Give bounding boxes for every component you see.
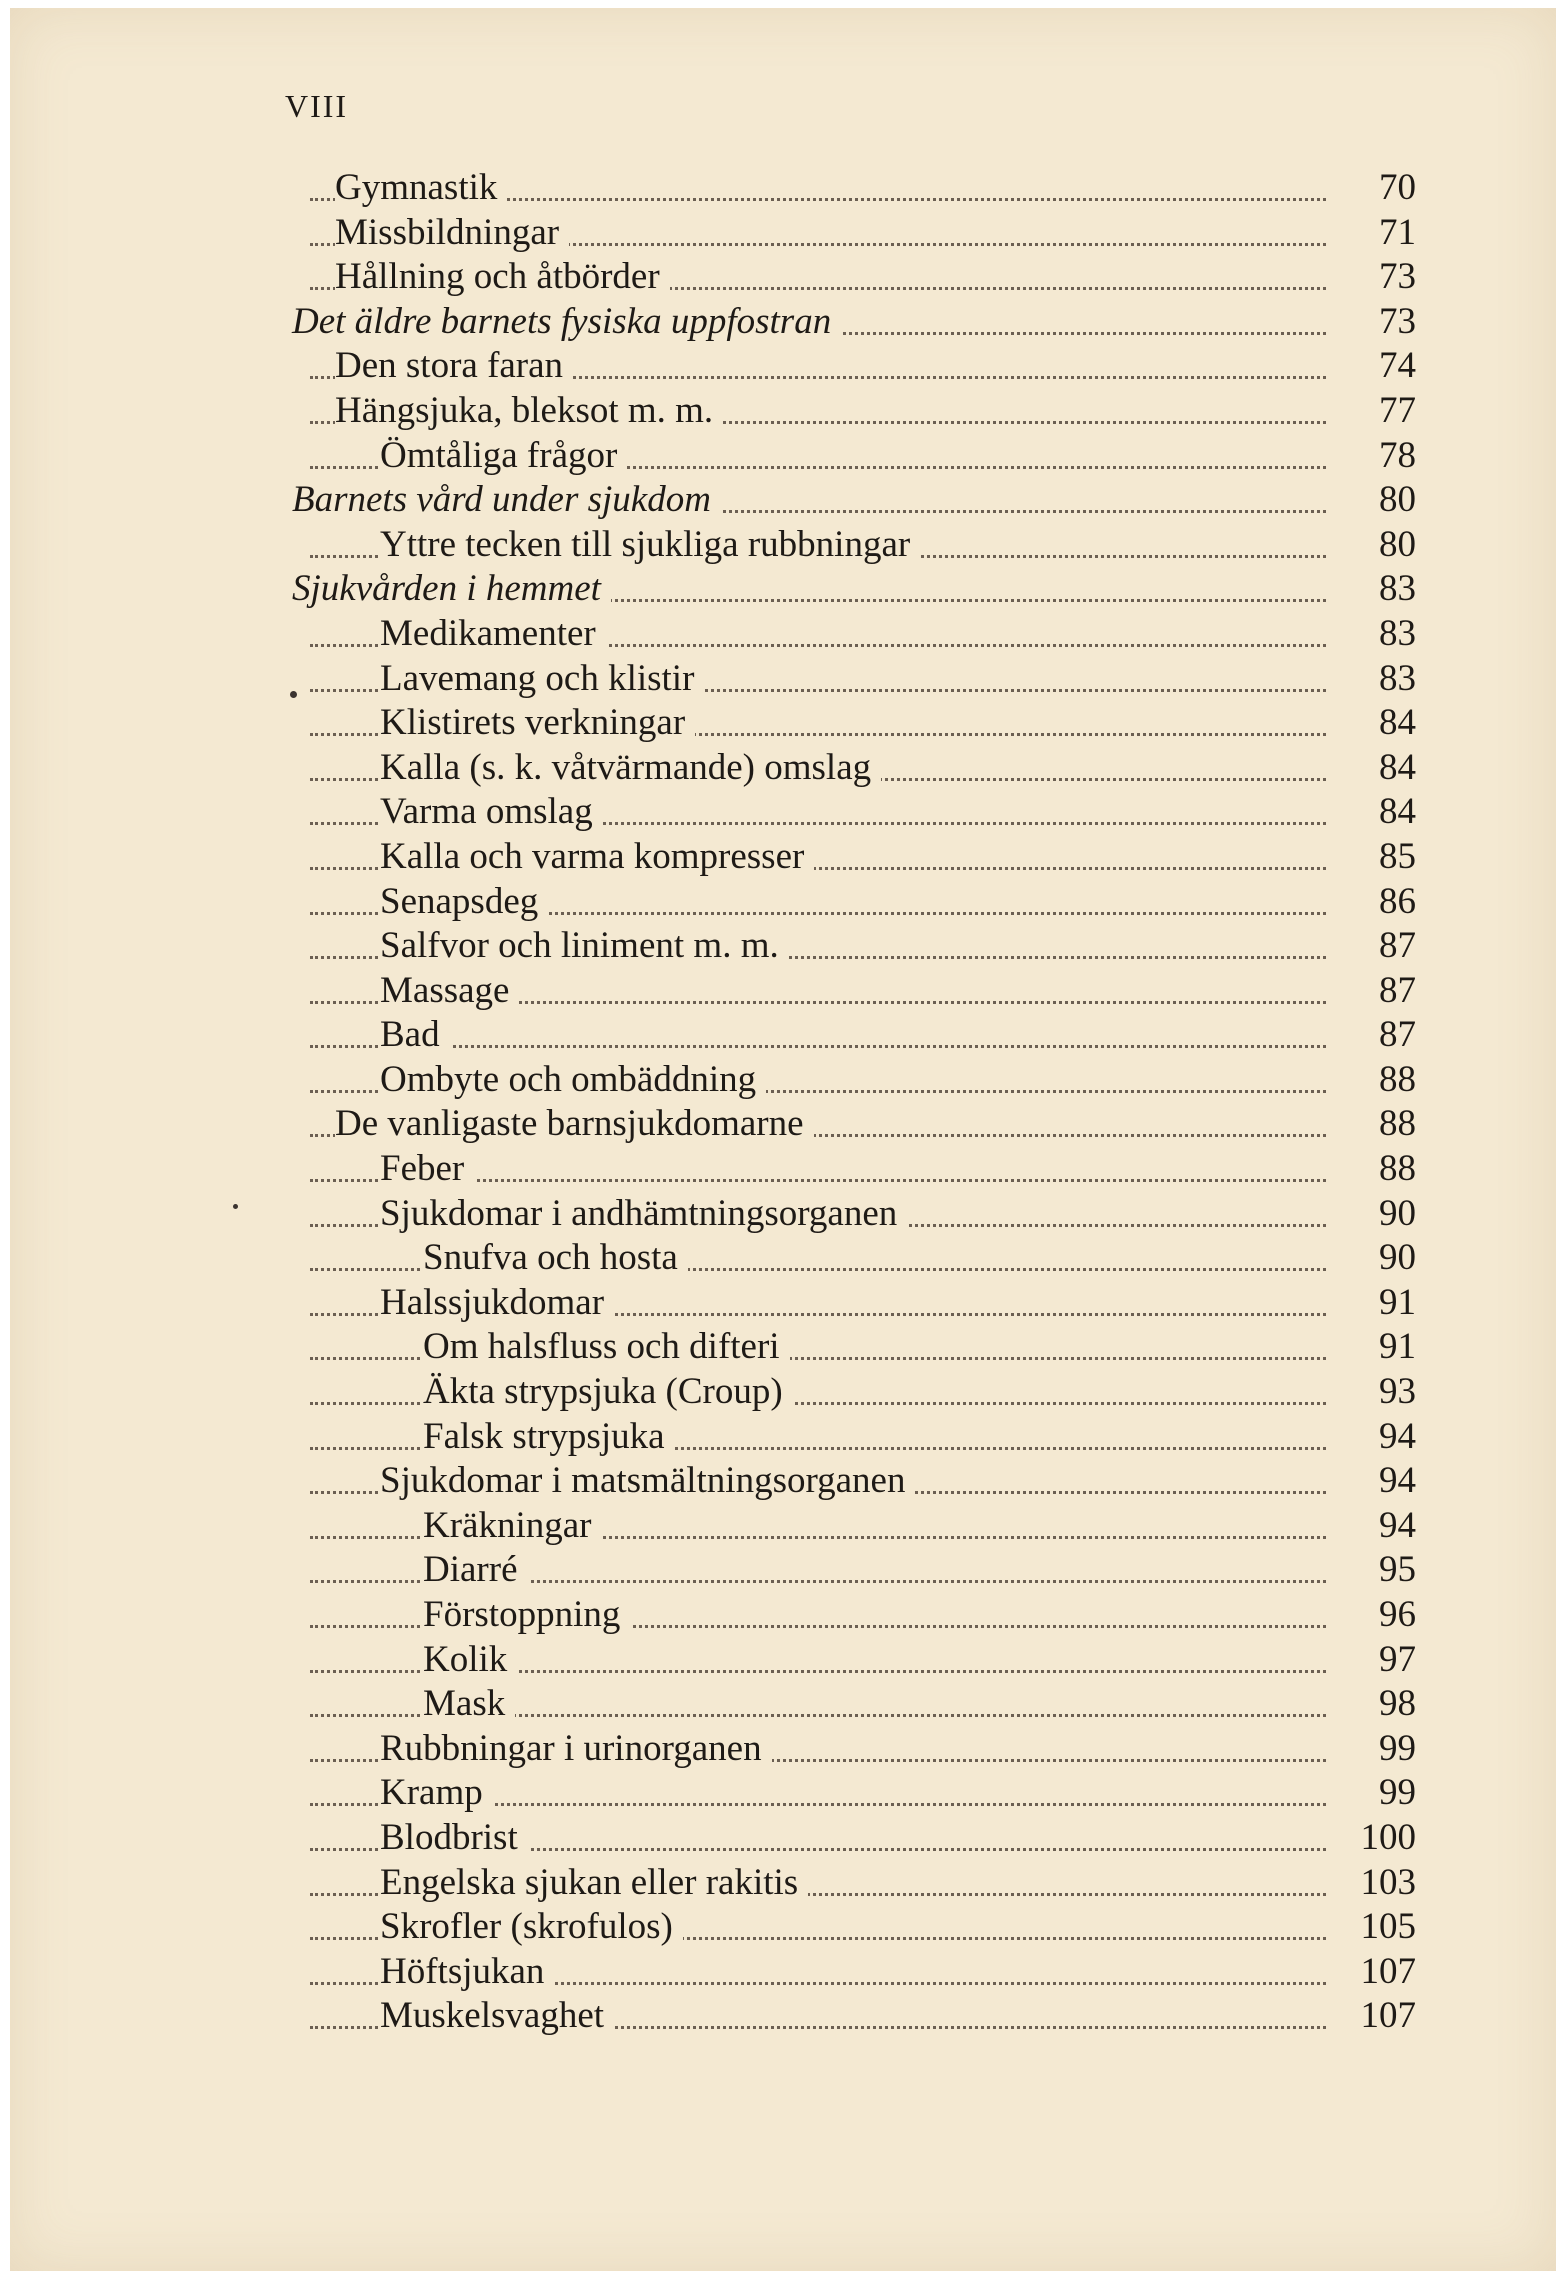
toc-entry-page: 91 — [1326, 1325, 1416, 1368]
toc-entry-title: Rubbningar i urinorganen — [380, 1727, 772, 1770]
toc-entry-page: 88 — [1326, 1102, 1416, 1145]
toc-entry-page: 88 — [1326, 1147, 1416, 1190]
toc-entry-page: 96 — [1326, 1593, 1416, 1636]
toc-entry-page: 73 — [1326, 300, 1416, 343]
toc-entry-page: 83 — [1326, 567, 1416, 610]
toc-entry-title: Kolik — [423, 1638, 517, 1681]
toc-entry-page: 70 — [1326, 166, 1416, 209]
toc-entry — [10, 1013, 1556, 1058]
toc-entry — [10, 1994, 1556, 2039]
toc-entry-page: 98 — [1326, 1682, 1416, 1725]
toc-entry-page: 73 — [1326, 255, 1416, 298]
toc-entry-page: 94 — [1326, 1415, 1416, 1458]
toc-entry-title: Kalla och varma kompresser — [380, 835, 814, 878]
toc-entry-page: 84 — [1326, 701, 1416, 744]
toc-entry-page: 77 — [1326, 389, 1416, 432]
toc-entry-page: 93 — [1326, 1370, 1416, 1413]
toc-entry-title: Kräkningar — [423, 1504, 602, 1547]
toc-entry-title: Varma omslag — [380, 790, 603, 833]
toc-entry-title: Ombyte och ombäddning — [380, 1058, 766, 1101]
toc-entry-title: Snufva och hosta — [423, 1236, 688, 1279]
toc-entry — [10, 1147, 1556, 1192]
toc-entry-page: 80 — [1326, 478, 1416, 521]
toc-entry-title: Salfvor och liniment m. m. — [380, 924, 789, 967]
toc-entry-title: Förstoppning — [423, 1593, 630, 1636]
toc-entry — [10, 1370, 1556, 1415]
toc-entry-title: Bad — [380, 1013, 450, 1056]
toc-entry-title: Mask — [423, 1682, 515, 1725]
toc-entry — [10, 567, 1556, 612]
toc-entry-title: Sjukdomar i matsmältningsorganen — [380, 1459, 915, 1502]
toc-entry-page: 91 — [1326, 1281, 1416, 1324]
toc-entry — [10, 523, 1556, 568]
toc-entry-page: 90 — [1326, 1192, 1416, 1235]
toc-entry-page: 87 — [1326, 1013, 1416, 1056]
toc-entry-title: Senapsdeg — [380, 880, 548, 923]
toc-entry-title: De vanligaste barnsjukdomarne — [335, 1102, 814, 1145]
toc-entry-title: Hängsjuka, bleksot m. m. — [335, 389, 723, 432]
toc-entry-title: Feber — [380, 1147, 474, 1190]
ink-speck — [290, 691, 297, 698]
toc-entry-page: 74 — [1326, 344, 1416, 387]
toc-entry — [10, 1548, 1556, 1593]
toc-entry-title: Diarré — [423, 1548, 528, 1591]
toc-entry-title: Muskelsvaghet — [380, 1994, 614, 2037]
toc-entry — [10, 1905, 1556, 1950]
toc-entry-page: 99 — [1326, 1727, 1416, 1770]
toc-entry-page: 107 — [1326, 1950, 1416, 1993]
toc-entry-page: 105 — [1326, 1905, 1416, 1948]
toc-entry — [10, 657, 1556, 702]
toc-entry-page: 100 — [1326, 1816, 1416, 1859]
toc-entry-page: 86 — [1326, 880, 1416, 923]
toc-entry — [10, 969, 1556, 1014]
toc-entry — [10, 300, 1556, 345]
toc-entry-title: Blodbrist — [380, 1816, 528, 1859]
toc-entry-title: Missbildningar — [335, 211, 569, 254]
toc-entry-title: Kalla (s. k. våtvärmande) omslag — [380, 746, 881, 789]
toc-entry-title: Hållning och åtbörder — [335, 255, 670, 298]
toc-entry — [10, 1459, 1556, 1504]
toc-entry-page: 78 — [1326, 434, 1416, 477]
toc-entry — [10, 790, 1556, 835]
toc-entry-title: Medikamenter — [380, 612, 606, 655]
toc-entry-title: Massage — [380, 969, 519, 1012]
toc-entry — [10, 166, 1556, 211]
toc-entry-page: 95 — [1326, 1548, 1416, 1591]
toc-entry-page: 80 — [1326, 523, 1416, 566]
toc-entry-title: Gymnastik — [335, 166, 507, 209]
book-page — [10, 8, 1556, 2271]
toc-entry-title: Engelska sjukan eller rakitis — [380, 1861, 808, 1904]
toc-entry — [10, 1638, 1556, 1683]
toc-entry — [10, 835, 1556, 880]
toc-entry-page: 94 — [1326, 1459, 1416, 1502]
toc-entry-page: 97 — [1326, 1638, 1416, 1681]
toc-entry-title: Halssjukdomar — [380, 1281, 614, 1324]
toc-entry — [10, 924, 1556, 969]
toc-entry — [10, 344, 1556, 389]
toc-entry — [10, 746, 1556, 791]
toc-entry-page: 71 — [1326, 211, 1416, 254]
toc-entry-page: 99 — [1326, 1771, 1416, 1814]
toc-entry — [10, 701, 1556, 746]
toc-entry-title: Äkta strypsjuka (Croup) — [423, 1370, 793, 1413]
toc-entry — [10, 1058, 1556, 1103]
toc-entry-page: 83 — [1326, 657, 1416, 700]
toc-entry-title: Lavemang och klistir — [380, 657, 704, 700]
toc-entry — [10, 1727, 1556, 1772]
toc-entry — [10, 1325, 1556, 1370]
toc-entry — [10, 1816, 1556, 1861]
toc-entry — [10, 434, 1556, 479]
toc-entry-title: Om halsfluss och difteri — [423, 1325, 790, 1368]
page-number: VIII — [285, 88, 349, 124]
toc-entry-title: Yttre tecken till sjukliga rubbningar — [380, 523, 920, 566]
toc-entry-title: Ömtåliga frågor — [380, 434, 627, 477]
toc-entry — [10, 612, 1556, 657]
dot-leader — [310, 1045, 1326, 1048]
toc-entry-title: Kramp — [380, 1771, 493, 1814]
toc-entry-title: Klistirets verkningar — [380, 701, 695, 744]
toc-entry — [10, 1593, 1556, 1638]
toc-entry — [10, 211, 1556, 256]
toc-entry-title: Sjukdomar i andhämtningsorganen — [380, 1192, 907, 1235]
toc-entry-page: 94 — [1326, 1504, 1416, 1547]
toc-entry — [10, 1236, 1556, 1281]
toc-entry — [10, 1682, 1556, 1727]
toc-entry-title: Den stora faran — [335, 344, 573, 387]
toc-entry-title: Barnets vård under sjukdom — [292, 478, 721, 521]
toc-entry — [10, 1771, 1556, 1816]
toc-entry-page: 107 — [1326, 1994, 1416, 2037]
toc-entry-title: Falsk strypsjuka — [423, 1415, 675, 1458]
toc-entry — [10, 1102, 1556, 1147]
toc-entry-page: 84 — [1326, 790, 1416, 833]
toc-entry-page: 90 — [1326, 1236, 1416, 1279]
toc-entry — [10, 1281, 1556, 1326]
toc-entry-page: 84 — [1326, 746, 1416, 789]
toc-entry — [10, 1950, 1556, 1995]
toc-entry-page: 83 — [1326, 612, 1416, 655]
toc-entry — [10, 1861, 1556, 1906]
toc-entry — [10, 880, 1556, 925]
ink-speck — [233, 1204, 238, 1209]
toc-entry — [10, 389, 1556, 434]
toc-entry — [10, 255, 1556, 300]
toc-entry-page: 103 — [1326, 1861, 1416, 1904]
toc-entry-page: 88 — [1326, 1058, 1416, 1101]
toc-entry-title: Det äldre barnets fysiska uppfostran — [292, 300, 841, 343]
toc-entry — [10, 478, 1556, 523]
toc-entry-title: Skrofler (skrofulos) — [380, 1905, 683, 1948]
toc-entry — [10, 1504, 1556, 1549]
toc-entry — [10, 1415, 1556, 1460]
toc-entry-title: Höftsjukan — [380, 1950, 554, 1993]
toc-entry-title: Sjukvården i hemmet — [292, 567, 611, 610]
table-of-contents — [10, 166, 1556, 2039]
toc-entry-page: 87 — [1326, 969, 1416, 1012]
toc-entry-page: 87 — [1326, 924, 1416, 967]
toc-entry — [10, 1192, 1556, 1237]
toc-entry-page: 85 — [1326, 835, 1416, 878]
